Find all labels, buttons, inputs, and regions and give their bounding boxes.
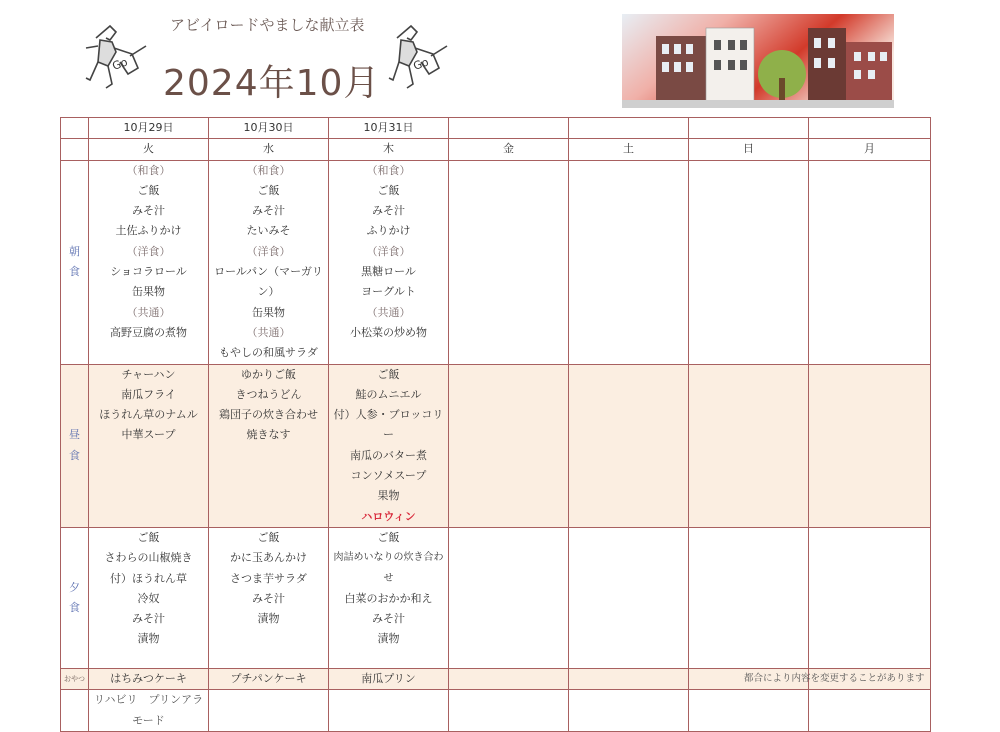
corner-cell [61,118,89,139]
horse-mascot-icon [385,18,455,96]
rehab-cell: リハビリ プリンアラモード [89,690,209,732]
menu-cell: （和食） ご飯 みそ汁 土佐ふりかけ （洋食） ショコラロール 缶果物 （共通） 高野豆腐の煮物 [89,160,209,364]
rehab-row [61,690,931,732]
empty-cell [329,690,449,732]
empty-cell [449,364,569,527]
date-cell [569,118,689,139]
date-cell [449,118,569,139]
snack-cell: 南瓜プリン [329,668,449,689]
menu-cell: ご飯 さわらの山椒焼き 付）ほうれん草 冷奴 みそ汁 漬物 [89,527,209,668]
empty-cell [809,690,931,732]
dinner-label: 夕 食 [61,527,89,668]
empty-cell [449,527,569,668]
weekday-cell: 火 [89,139,209,160]
dinner-row [61,527,931,668]
menu-cell: ご飯 鮭のムニエル 付）人参・ブロッコリー 南瓜のバター煮 コンソメスープ 果物 ハロウィン [329,364,449,527]
halloween-event-label: ハロウィン [361,509,416,523]
snack-cell: はちみつケーキ [89,668,209,689]
date-cell: 10月31日 [329,118,449,139]
empty-cell [449,668,569,689]
empty-cell [569,364,689,527]
breakfast-label: 朝 食 [61,160,89,364]
lunch-row [61,364,931,527]
date-cell: 10月30日 [209,118,329,139]
breakfast-row [61,160,931,364]
empty-cell [569,668,689,689]
page-subtitle: アビイロードやましな献立表 [170,16,365,34]
empty-cell [209,690,329,732]
lunch-label: 昼 食 [61,364,89,527]
menu-cell: ゆかりご飯 きつねうどん 鶏団子の炊き合わせ 焼きなす [209,364,329,527]
weekday-cell: 水 [209,139,329,160]
empty-cell [569,527,689,668]
empty-cell [689,160,809,364]
svg-text:Go: Go [110,55,130,73]
empty-cell [689,690,809,732]
empty-cell [809,160,931,364]
menu-cell: （和食） ご飯 みそ汁 ふりかけ （洋食） 黒糖ロール ヨーグルト （共通） 小松菜の炒め物 [329,160,449,364]
corner-cell [61,690,89,732]
corner-cell [61,139,89,160]
weekday-cell: 日 [689,139,809,160]
menu-cell: （和食） ご飯 みそ汁 たいみそ （洋食） ロールパン（マーガリン） 缶果物 （共通） もやしの和風サラダ [209,160,329,364]
weekday-cell: 金 [449,139,569,160]
weekday-cell: 月 [809,139,931,160]
date-cell [689,118,809,139]
svg-text:Go: Go [411,55,431,73]
menu-table [60,117,931,732]
horse-mascot-icon [76,18,156,96]
weekday-row [61,139,931,160]
snack-label: おやつ [61,668,89,689]
empty-cell [689,364,809,527]
change-notice: 都合により内容を変更することがあります [744,673,925,684]
empty-cell [449,160,569,364]
townhouse-skyline-illustration [622,14,894,108]
snack-cell: プチパンケーキ [209,668,329,689]
date-cell: 10月29日 [89,118,209,139]
date-cell [809,118,931,139]
menu-cell: ご飯 かに玉あんかけ さつま芋サラダ みそ汁 漬物 [209,527,329,668]
menu-cell: チャーハン 南瓜フライ ほうれん草のナムル 中華スープ [89,364,209,527]
weekday-cell: 土 [569,139,689,160]
date-row [61,118,931,139]
empty-cell [569,160,689,364]
empty-cell [809,527,931,668]
empty-cell [449,690,569,732]
empty-cell [569,690,689,732]
weekday-cell: 木 [329,139,449,160]
page-title: 2024年10月 [163,63,381,104]
empty-cell [809,364,931,527]
empty-cell [689,527,809,668]
menu-cell: ご飯 肉詰めいなりの炊き合わせ 白菜のおかか和え みそ汁 漬物 [329,527,449,668]
